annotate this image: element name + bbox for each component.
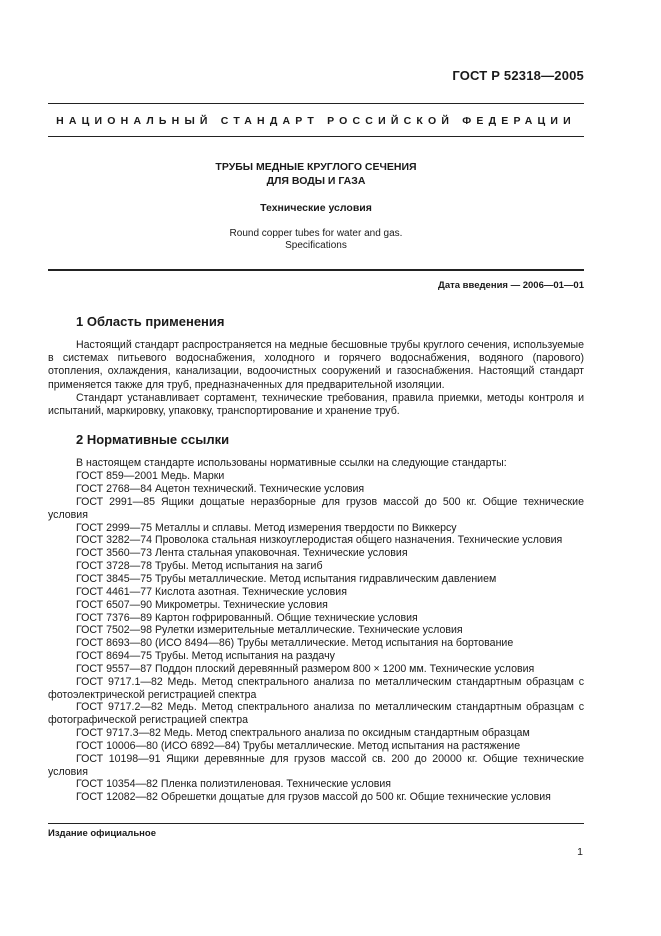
section-1-heading: 1 Область применения [76,314,225,329]
reference-item: ГОСТ 6507—90 Микрометры. Технические условия [76,598,328,611]
page-number: 1 [577,846,583,858]
reference-item: ГОСТ 8693—80 (ИСО 8494—86) Трубы металлические. Метод испытания на бортование [76,637,514,650]
references-intro: В настоящем стандарте использованы нормативные ссылки на следующие стандарты: [76,457,507,470]
reference-item: ГОСТ 859—2001 Медь. Марки [76,470,225,483]
reference-item: ГОСТ 2999—75 Металлы и сплавы. Метод измерения твердости по Виккерсу [76,521,457,534]
reference-item: ГОСТ 3845—75 Трубы металлические. Метод испытания гидравлическим давлением [76,572,497,585]
reference-item: ГОСТ 7502—98 Рулетки измерительные металлические. Технические условия [76,624,463,637]
header-rule-top [48,103,584,104]
english-title-line-2: Specifications [285,240,347,251]
header-rule-bottom [48,136,584,137]
title-line-1: ТРУБЫ МЕДНЫЕ КРУГЛОГО СЕЧЕНИЯ [215,161,417,173]
reference-item: ГОСТ 9557—87 Поддон плоский деревянный размером 800 × 1200 мм. Технические условия [76,662,535,675]
section-1-paragraph: Настоящий стандарт распространяется на медные бесшовные трубы круглого сечения, используемые в системах питьевого водоснабжения, холодного и горячего водоснабжения, водяного (парового) отопления, охлаждения, канализации, водоочистных сооружений и газоснабжения. Настоящий стандарт применяется также для труб, предназначенных для предварительной изоляции. [48,339,584,391]
title-subtitle: Технические условия [260,202,372,214]
reference-item: ГОСТ 8694—75 Трубы. Метод испытания на раздачу [76,650,335,663]
reference-item: ГОСТ 9717.2—82 Медь. Метод спектрального анализа по металлическим стандартным образцам с фотографической регистрацией спектра [48,701,584,727]
reference-item: ГОСТ 10198—91 Ящики деревянные для грузов массой св. 200 до 20000 кг. Общие технические условия [48,752,584,778]
national-standard-banner: НАЦИОНАЛЬНЫЙ СТАНДАРТ РОССИЙСКОЙ ФЕДЕРАЦИИ [56,115,576,127]
reference-item: ГОСТ 2991—85 Ящики дощатые неразборные для грузов массой до 500 кг. Общие технические условия [48,495,584,521]
reference-item: ГОСТ 9717.1—82 Медь. Метод спектрального анализа по металлическим стандартным образцам с фотоэлектрической регистрацией спектра [48,675,584,701]
title-block [48,160,584,252]
reference-item: ГОСТ 3560—73 Лента стальная упаковочная. Технические условия [76,547,408,560]
reference-item: ГОСТ 12082—82 Обрешетки дощатые для грузов массой до 500 кг. Общие технические условия [76,791,551,804]
title-line-2: ДЛЯ ВОДЫ И ГАЗА [266,175,366,187]
section-1-paragraph: Стандарт устанавливает сортамент, технические требования, правила приемки, методы контроля и испытаний, маркировку, упаковку, транспортирование и хранение труб. [48,391,584,418]
document-code: ГОСТ Р 52318—2005 [452,68,584,83]
reference-item: ГОСТ 4461—77 Кислота азотная. Технические условия [76,585,347,598]
section-2-heading: 2 Нормативные ссылки [76,432,230,448]
english-title-line-1: Round copper tubes for water and gas. [229,228,403,239]
reference-item: ГОСТ 9717.3—82 Медь. Метод спектрального анализа по оксидным стандартным образцам [76,727,530,740]
reference-item: ГОСТ 10006—80 (ИСО 6892—84) Трубы металлические. Метод испытания на растяжение [76,739,521,752]
reference-item: ГОСТ 3728—78 Трубы. Метод испытания на загиб [76,560,323,573]
english-title [48,228,584,252]
introduction-date: Дата введения — 2006—01—01 [438,280,584,291]
document-body [48,314,584,804]
title-rule [48,269,584,271]
reference-item: ГОСТ 3282—74 Проволока стальная низкоуглеродистая общего назначения. Технические условия [76,534,563,547]
reference-item: ГОСТ 7376—89 Картон гофрированный. Общие технические условия [76,611,418,624]
reference-item: ГОСТ 10354—82 Пленка полиэтиленовая. Технические условия [76,778,392,791]
footer-rule [48,823,584,824]
official-edition-label: Издание официальное [48,828,156,839]
reference-item: ГОСТ 2768—84 Ацетон технический. Технические условия [76,483,365,496]
